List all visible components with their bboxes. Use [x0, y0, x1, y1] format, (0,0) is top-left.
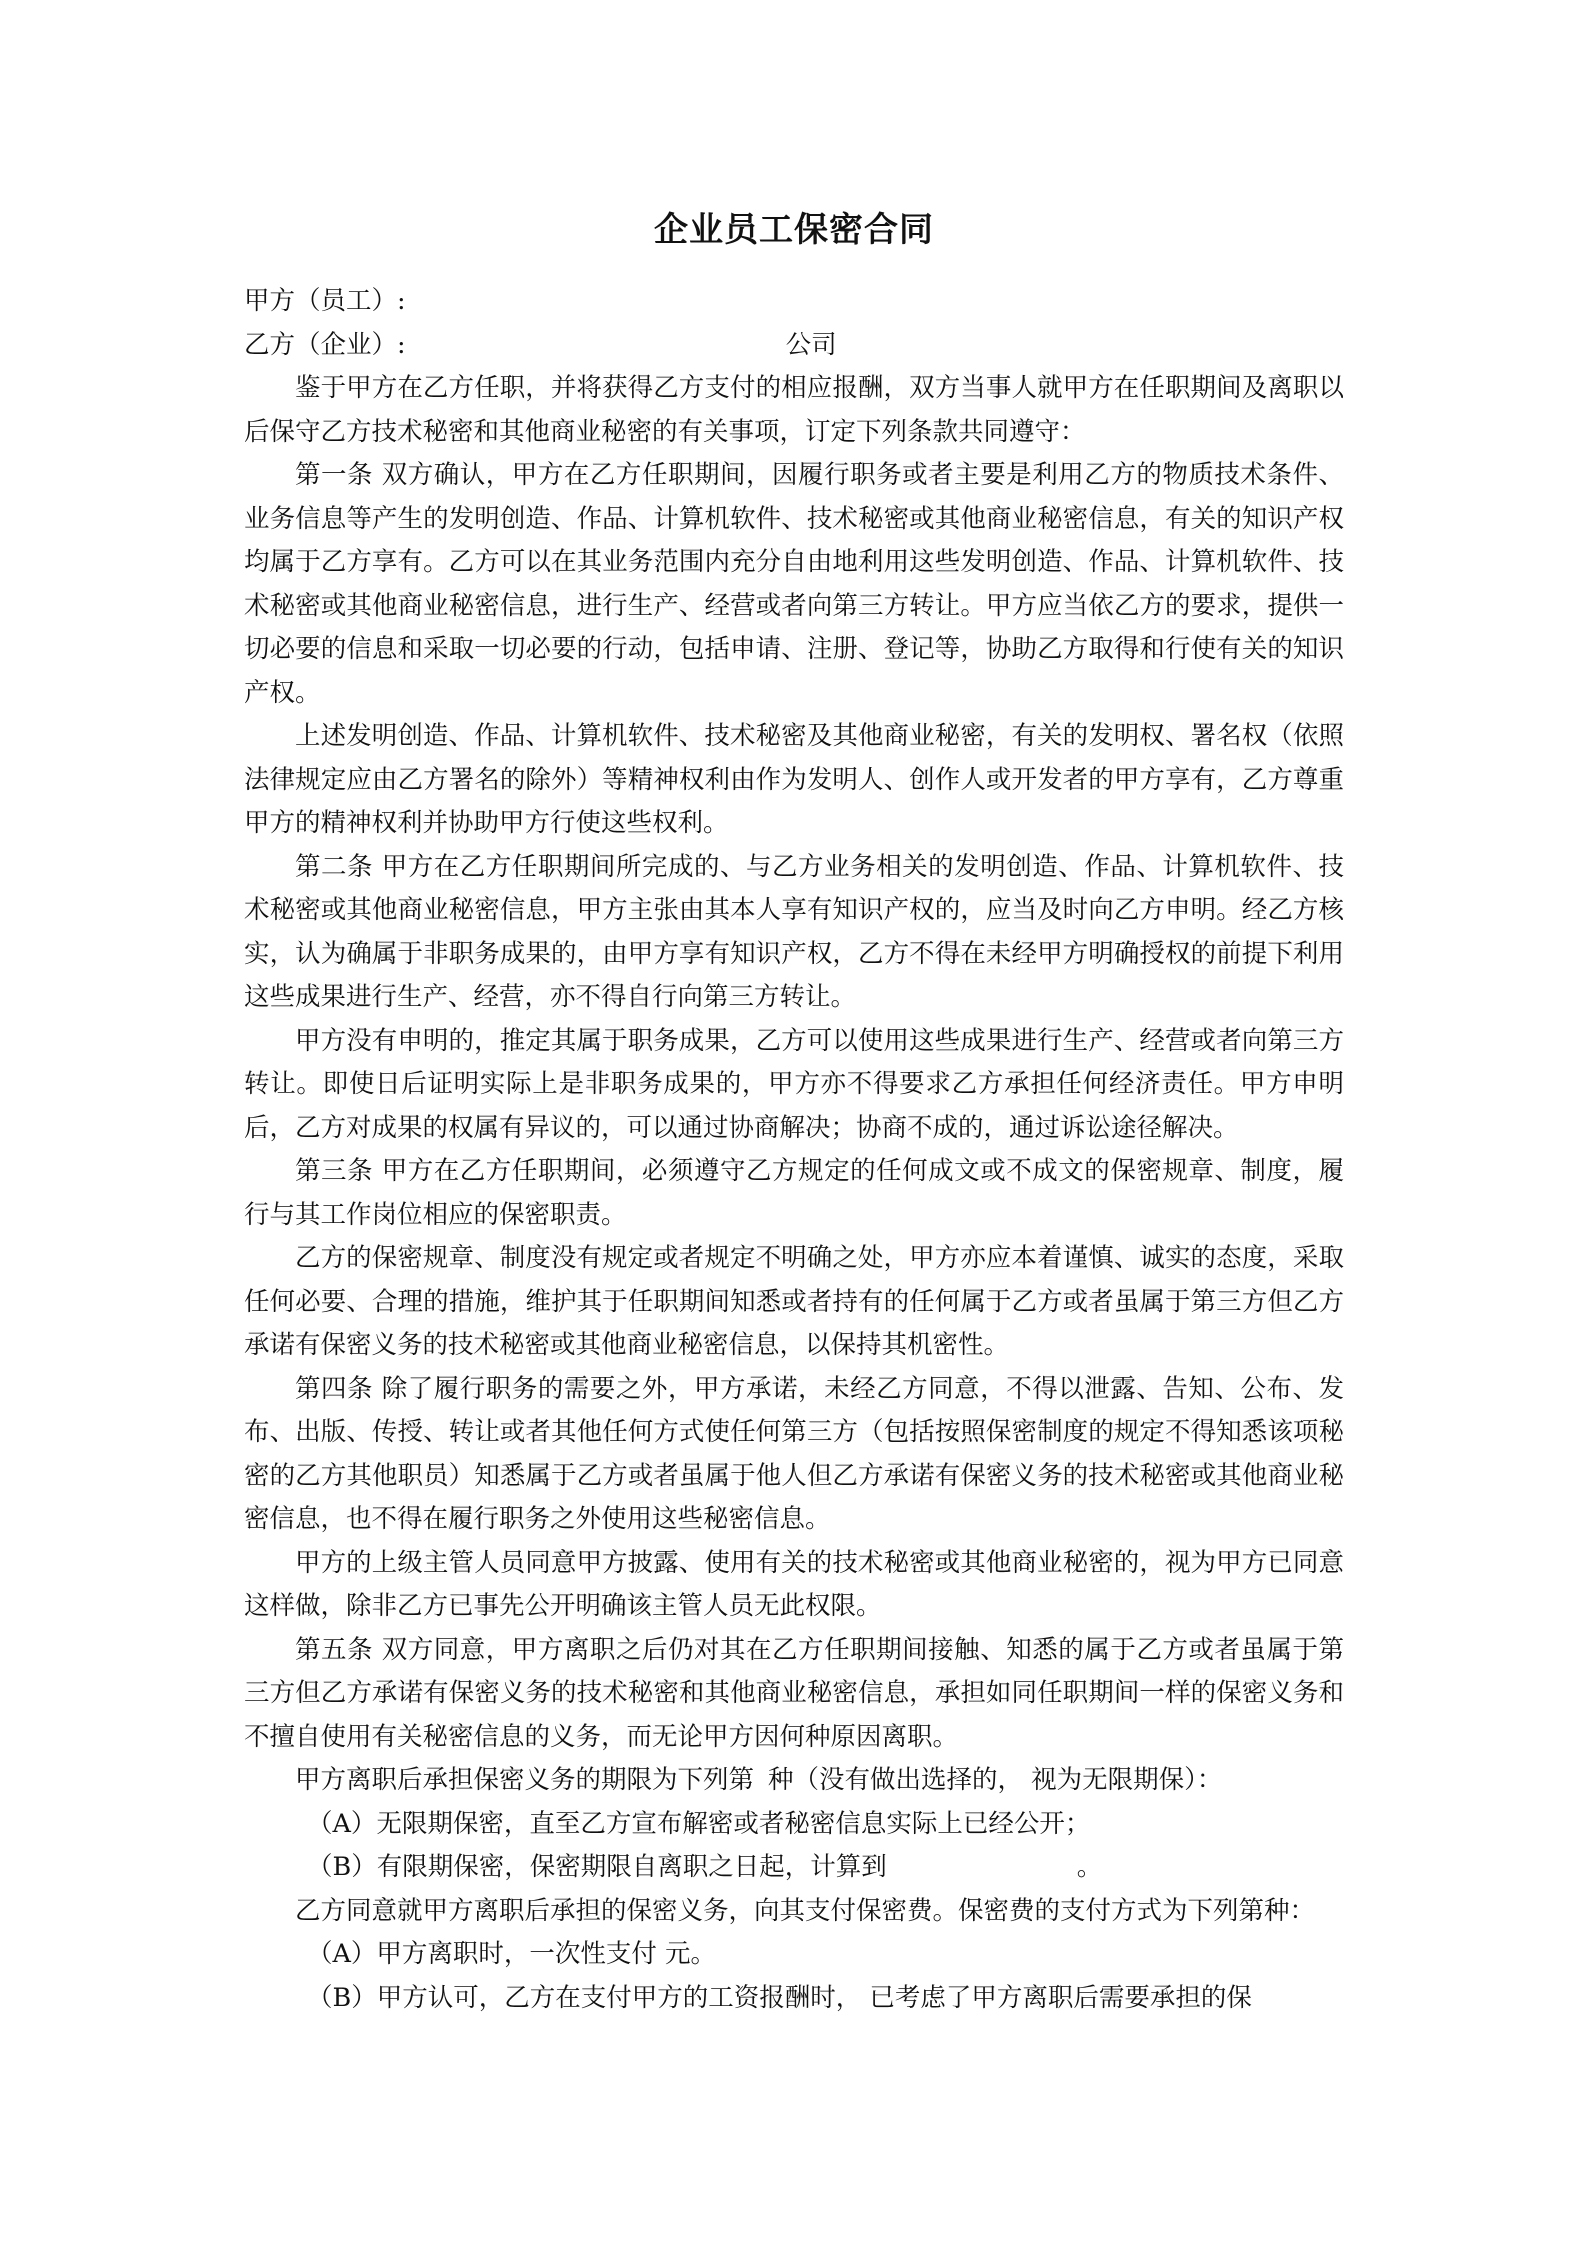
article-4-supervisor-paragraph: 甲方的上级主管人员同意甲方披露、使用有关的技术秘密或其他商业秘密的，视为甲方已同意这样做，除非乙方已事先公开明确该主管人员无此权限。 — [244, 1547, 1344, 1621]
article-1-moral-rights-paragraph: 上述发明创造、作品、计算机软件、技术秘密及其他商业秘密，有关的发明权、署名权（依照法律规定应由乙方署名的除外）等精神权利由作为发明人、创作人或开发者的甲方享有，乙方尊重甲方的精神权利并协助甲方行使这些权利。 — [244, 721, 1344, 838]
fee-clause: 乙方同意就甲方离职后承担的保密义务，向其支付保密费。保密费的支付方式为下列第种： — [295, 1895, 1316, 1926]
preamble-paragraph: 鉴于甲方在乙方任职，并将获得乙方支付的相应报酬，双方当事人就甲方在任职期间及离职以后保守乙方技术秘密和其他商业秘密的有关事项，订定下列条款共同遵守： — [244, 373, 1344, 447]
party-a-line: 甲方（员工）: — [244, 286, 406, 316]
article-1-paragraph: 第一条 双方确认，甲方在乙方任职期间，因履行职务或者主要是利用乙方的物质技术条件、业务信息等产生的发明创造、作品、计算机软件、技术秘密或其他商业秘密信息，有关的知识产权均属于乙方享有。乙方可以在其业务范围内充分自由地利用这些发明创造、作品、计算机软件、技术秘密或其他商业秘密信息，进行生产、经营或者向第三方转让。甲方应当依乙方的要求，提供一切必要的信息和采取一切必要的行动，包括申请、注册、登记等，协助乙方取得和行使有关的知识产权。 — [244, 460, 1344, 708]
document-title: 企业员工保密合同 — [654, 210, 934, 250]
article-5-paragraph: 第五条 双方同意，甲方离职之后仍对其在乙方任职期间接触、知悉的属于乙方或者虽属于第三方但乙方承诺有保密义务的技术秘密和其他商业秘密信息，承担如同任职期间一样的保密义务和不擅自使用有关秘密信息的义务，而无论甲方因何种原因离职。 — [244, 1634, 1344, 1752]
term-clause-after: 种（没有做出选择的， 视为无限期保）： — [768, 1765, 1223, 1795]
term-clause — [244, 1759, 1344, 1803]
document-page — [244, 200, 1344, 2020]
fee-option-b: （B）甲方认可，乙方在支付甲方的工资报酬时， 已考虑了甲方离职后需要承担的保 — [307, 1982, 1252, 2013]
party-b-line — [244, 324, 1344, 368]
party-b-suffix: 公司 — [785, 329, 837, 360]
term-option-b-text: （B）有限期保密，保密期限自离职之日起，计算到 — [307, 1852, 887, 1882]
article-3-supplement-paragraph: 乙方的保密规章、制度没有规定或者规定不明确之处，甲方亦应本着谨慎、诚实的态度，采取任何必要、合理的措施，维护其于任职期间知悉或者持有的任何属于乙方或者虽属于第三方但乙方承诺有保密义务的技术秘密或其他商业秘密信息，以保持其机密性。 — [244, 1243, 1344, 1360]
term-clause-before: 甲方离职后承担保密义务的期限为下列第 — [295, 1765, 755, 1795]
article-4-paragraph: 第四条 除了履行职务的需要之外，甲方承诺，未经乙方同意，不得以泄露、告知、公布、发布、出版、传授、转让或者其他任何方式使任何第三方（包括按照保密制度的规定不得知悉该项秘密的乙方其他职员）知悉属于乙方或者虽属于他人但乙方承诺有保密义务的技术秘密或其他商业秘密信息，也不得在履行职务之外使用这些秘密信息。 — [244, 1373, 1344, 1534]
term-option-a: （A）无限期保密，直至乙方宣布解密或者秘密信息实际上已经公开； — [307, 1808, 1091, 1839]
term-option-b-end: 。 — [1076, 1852, 1103, 1882]
article-3-paragraph: 第三条 甲方在乙方任职期间，必须遵守乙方规定的任何成文或不成文的保密规章、制度，履行与其工作岗位相应的保密职责。 — [244, 1156, 1344, 1230]
article-2-presumption-paragraph: 甲方没有申明的，推定其属于职务成果，乙方可以使用这些成果进行生产、经营或者向第三方转让。即使日后证明实际上是非职务成果的，甲方亦不得要求乙方承担任何经济责任。甲方申明后，乙方对成果的权属有异议的，可以通过协商解决；协商不成的，通过诉讼途径解决。 — [244, 1025, 1344, 1143]
party-b-label: 乙方（企业）: — [244, 329, 406, 360]
fee-option-a: （A）甲方离职时，一次性支付 元。 — [307, 1939, 717, 1969]
article-2-paragraph: 第二条 甲方在乙方任职期间所完成的、与乙方业务相关的发明创造、作品、计算机软件、技术秘密或其他商业秘密信息，甲方主张由其本人享有知识产权的，应当及时向乙方申明。经乙方核实，认为确属于非职务成果的，由甲方享有知识产权，乙方不得在未经甲方明确授权的前提下利用这些成果进行生产、经营，亦不得自行向第三方转让。 — [244, 851, 1344, 1012]
term-option-b — [244, 1846, 1344, 1890]
